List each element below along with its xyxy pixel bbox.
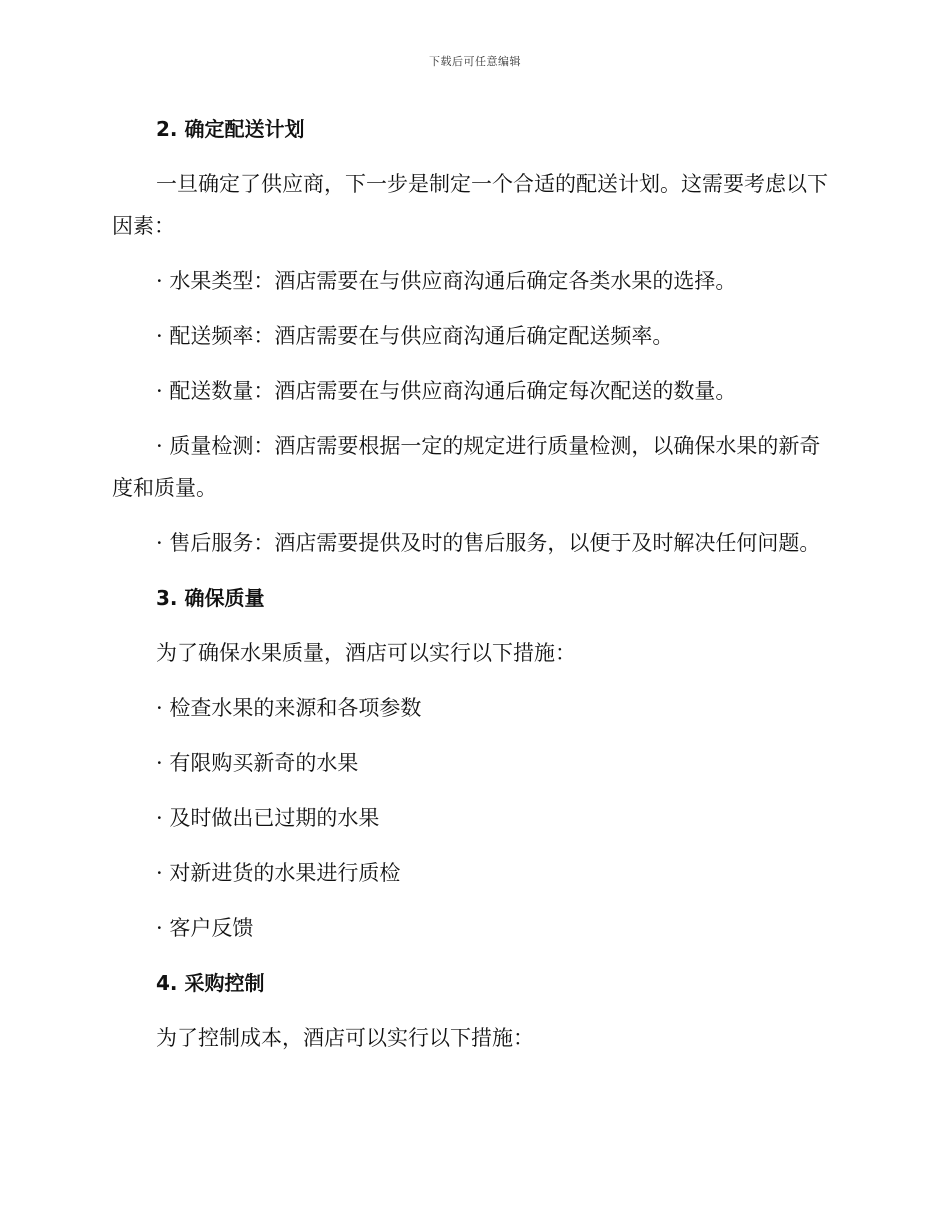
- section-heading-4: 4. 采购控制: [156, 971, 265, 995]
- list-item: · 水果类型：酒店需要在与供应商沟通后确定各类水果的选择。: [156, 269, 737, 293]
- list-item: · 对新进货的水果进行质检: [156, 861, 401, 885]
- header-note: 下载后可任意编辑: [429, 55, 521, 68]
- document-body: [112, 108, 832, 1072]
- paragraph-intro-3: 为了确保水果质量，酒店可以实行以下措施：: [156, 641, 576, 665]
- section-heading-3: 3. 确保质量: [156, 586, 265, 610]
- section-heading-2: 2. 确定配送计划: [156, 117, 305, 141]
- paragraph-intro-2: 一旦确定了供应商，下一步是制定一个合适的配送计划。这需要考虑以下因素：: [112, 172, 828, 238]
- list-item: · 售后服务：酒店需要提供及时的售后服务，以便于及时解决任何问题。: [156, 531, 821, 555]
- list-item: · 质量检测：酒店需要根据一定的规定进行质量检测，以确保水果的新奇度和质量。: [112, 434, 821, 500]
- list-item: · 及时做出已过期的水果: [156, 806, 380, 830]
- list-item: · 配送数量：酒店需要在与供应商沟通后确定每次配送的数量。: [156, 379, 737, 403]
- paragraph-intro-4: 为了控制成本，酒店可以实行以下措施：: [156, 1026, 534, 1050]
- list-item: · 客户反馈: [156, 916, 254, 940]
- list-item: · 有限购买新奇的水果: [156, 751, 359, 775]
- list-item: · 检查水果的来源和各项参数: [156, 696, 422, 720]
- list-item: · 配送频率：酒店需要在与供应商沟通后确定配送频率。: [156, 324, 674, 348]
